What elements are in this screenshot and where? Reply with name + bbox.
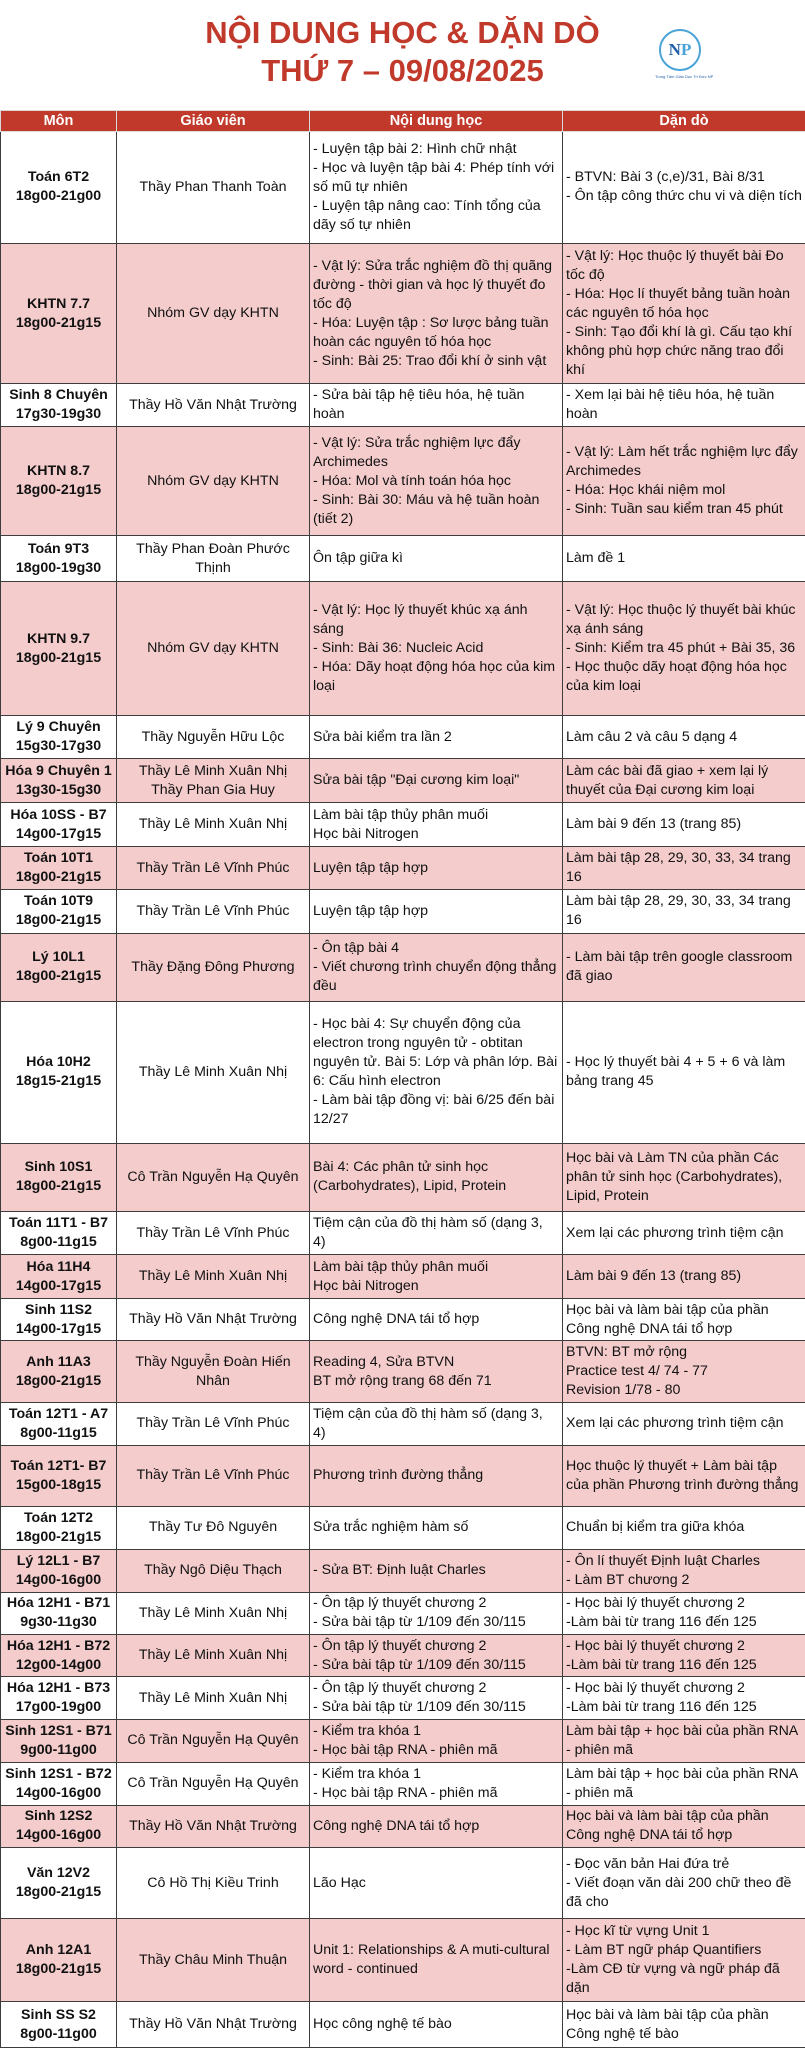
cell-subject	[1, 758, 117, 802]
subject-time: 14g00-17g15	[15, 825, 102, 842]
cell-content: Phương trình đường thẳng	[310, 1445, 563, 1506]
subject-name: Toán 11T1 - B7	[8, 1215, 109, 1232]
subject-time: 14g00-17g15	[15, 1277, 102, 1294]
subject-name: Hóa 10H2	[26, 1054, 91, 1071]
cell-content: Công nghệ DNA tái tổ hợp	[310, 1298, 563, 1340]
cell-content: Luyện tập tập hợp	[310, 846, 563, 889]
cell-teacher: Thầy Trần Lê Vĩnh Phúc	[117, 1211, 310, 1254]
cell-homework: - Học bài lý thuyết chương 2 -Làm bài từ trang 116 đến 125	[563, 1634, 805, 1676]
table-row	[1, 1592, 805, 1634]
cell-homework: Làm câu 2 và câu 5 dạng 4	[563, 716, 805, 758]
cell-teacher: Thầy Lê Minh Xuân Nhị	[117, 1592, 310, 1634]
table-row	[1, 1211, 805, 1254]
cell-homework: Học thuộc lý thuyết + Làm bài tập của phần Phương trình đường thẳng	[563, 1445, 805, 1506]
cell-teacher: Thầy Tư Đô Nguyên	[117, 1506, 310, 1549]
subject-time: 14g00-16g00	[15, 1827, 102, 1844]
cell-content: - Sửa bài tập hệ tiêu hóa, hệ tuần hoàn	[310, 384, 563, 426]
subject-time: 15g30-17g30	[15, 738, 102, 755]
cell-subject	[1, 1763, 117, 1805]
cell-content: - Kiểm tra khóa 1 - Học bài tập RNA - phiên mã	[310, 1763, 563, 1805]
cell-teacher: Thầy Ngô Diệu Thạch	[117, 1550, 310, 1592]
cell-teacher: Nhóm GV dạy KHTN	[117, 243, 310, 384]
subject-time: 18g00-21g15	[15, 1528, 102, 1545]
cell-content: - Vật lý: Học lý thuyết khúc xạ ánh sáng - Sinh: Bài 36: Nucleic Acid - Hóa: Dãy hoạt động hóa học của kim loại	[310, 581, 563, 715]
subject-time: 14g00-16g00	[15, 1571, 102, 1588]
cell-homework: Làm các bài đã giao + xem lại lý thuyết của Đại cương kim loại	[563, 758, 805, 802]
cell-teacher: Nhóm GV dạy KHTN	[117, 426, 310, 536]
column-header-homework: Dặn dò	[563, 111, 805, 132]
cell-content: Công nghệ DNA tái tổ hợp	[310, 1805, 563, 1847]
cell-teacher: Thầy Hồ Văn Nhật Trường	[117, 1298, 310, 1340]
cell-teacher: Cô Trần Nguyễn Hạ Quyên	[117, 1763, 310, 1805]
subject-name: Văn 12V2	[26, 1865, 91, 1882]
subject-name: Toán 10T1	[23, 850, 94, 867]
subject-name: KHTN 7.7	[26, 295, 91, 312]
cell-teacher: Cô Trần Nguyễn Hạ Quyên	[117, 1143, 310, 1211]
cell-content: - Vật lý: Sửa trắc nghiệm đồ thị quãng đường - thời gian và học lý thuyết đo tốc độ - Hóa: Luyện tập : Sơ lược bảng tuần hoàn các nguyên tố hóa học - Sinh: Bài 25: Trao đổi khí ở sinh vật	[310, 243, 563, 384]
cell-subject	[1, 1403, 117, 1445]
cell-content: - Ôn tập bài 4 - Viết chương trình chuyển động thẳng đều	[310, 933, 563, 1001]
subject-time: 9g00-11g00	[20, 1741, 97, 1758]
cell-teacher: Thầy Phan Đoàn Phước Thịnh	[117, 536, 310, 582]
logo-subtitle: Trung Tâm Giáo Dục Trí Đức NP	[655, 74, 714, 79]
subject-name: Lý 9 Chuyên	[16, 719, 101, 736]
cell-homework: - Học kĩ từ vựng Unit 1 - Làm BT ngữ pháp Quantifiers -Làm CĐ từ vựng và ngữ pháp đã dặn	[563, 1919, 805, 2002]
table-row	[1, 1805, 805, 1847]
cell-teacher: Thầy Hồ Văn Nhật Trường	[117, 2002, 310, 2048]
table-row	[1, 1341, 805, 1403]
subject-name: Lý 10L1	[32, 949, 85, 966]
cell-subject	[1, 1445, 117, 1506]
table-row	[1, 803, 805, 846]
cell-content: Bài 4: Các phân tử sinh học (Carbohydrates), Lipid, Protein	[310, 1143, 563, 1211]
subject-time: 17g30-19g30	[15, 406, 102, 423]
cell-teacher: Cô Hồ Thị Kiều Trinh	[117, 1848, 310, 1919]
subject-name: Toán 10T9	[23, 893, 94, 910]
cell-content: - Sửa BT: Định luật Charles	[310, 1550, 563, 1592]
subject-name: Sinh 11S2	[24, 1301, 93, 1318]
cell-homework: - Xem lại bài hệ tiêu hóa, hệ tuần hoàn	[563, 384, 805, 426]
table-row	[1, 1143, 805, 1211]
cell-subject	[1, 1298, 117, 1340]
cell-homework: - BTVN: Bài 3 (c,e)/31, Bài 8/31 - Ôn tập công thức chu vi và diện tích	[563, 132, 805, 244]
cell-homework: - Vật lý: Làm hết trắc nghiệm lực đẩy Archimedes - Hóa: Học khái niệm mol - Sinh: Tuần sau kiểm tran 45 phút	[563, 426, 805, 536]
subject-name: Sinh 12S2	[24, 1808, 93, 1825]
cell-subject	[1, 1592, 117, 1634]
cell-homework: - Làm bài tập trên google classroom đã giao	[563, 933, 805, 1001]
cell-homework: - Đọc văn bản Hai đứa trẻ - Viết đoạn văn dài 200 chữ theo đề đã cho	[563, 1848, 805, 1919]
table-row	[1, 1506, 805, 1549]
subject-time: 18g00-21g00	[15, 188, 102, 205]
table-header-row	[1, 111, 805, 132]
subject-time: 14g00-17g15	[15, 1320, 102, 1337]
title-line-1: NỘI DUNG HỌC & DẶN DÒ	[205, 15, 600, 50]
cell-teacher: Thầy Châu Minh Thuận	[117, 1919, 310, 2002]
subject-time: 12g00-14g00	[15, 1656, 102, 1673]
cell-subject	[1, 1677, 117, 1719]
cell-homework: Làm bài 9 đến 13 (trang 85)	[563, 1255, 805, 1298]
subject-name: Sinh 10S1	[24, 1159, 93, 1176]
subject-time: 18g00-21g15	[15, 1961, 102, 1978]
column-header-content: Nội dung học	[310, 111, 563, 132]
cell-teacher: Nhóm GV dạy KHTN	[117, 581, 310, 715]
subject-name: Hóa 12H1 - B73	[6, 1680, 111, 1697]
cell-homework: Chuẩn bị kiểm tra giữa khóa	[563, 1506, 805, 1549]
cell-subject	[1, 581, 117, 715]
subject-name: Sinh SS S2	[21, 2006, 96, 2023]
subject-name: Toán 6T2	[27, 169, 90, 186]
cell-subject	[1, 243, 117, 384]
cell-subject	[1, 1506, 117, 1549]
cell-subject	[1, 803, 117, 846]
subject-name: Sinh 8 Chuyên	[9, 387, 108, 404]
subject-time: 18g00-19g30	[15, 559, 102, 576]
cell-content: - Học bài 4: Sự chuyển động của electron trong nguyên tử - obtitan nguyên tử. Bài 5: Lớp và phân lớp. Bài 6: Cấu hình electron - Làm bài tập đồng vị: bài 6/25 đến bài 12/27	[310, 1001, 563, 1143]
np-logo	[655, 29, 714, 85]
table-row	[1, 384, 805, 426]
table-row	[1, 426, 805, 536]
cell-homework: - Vật lý: Học thuộc lý thuyết bài khúc xạ ánh sáng - Sinh: Kiểm tra 45 phút + Bài 35, 36 - Học thuộc dãy hoạt động hóa học của kim loại	[563, 581, 805, 715]
cell-subject	[1, 1634, 117, 1676]
table-row	[1, 716, 805, 758]
subject-time: 8g00-11g15	[20, 1234, 97, 1251]
subject-time: 18g00-21g15	[15, 1178, 102, 1195]
cell-homework: - Ôn lí thuyết Định luật Charles - Làm BT chương 2	[563, 1550, 805, 1592]
cell-homework: Làm bài tập + học bài của phần RNA - phiên mã	[563, 1763, 805, 1805]
cell-content: - Luyện tập bài 2: Hình chữ nhật - Học và luyện tập bài 4: Phép tính với số mũ tự nhiên - Luyện tập nâng cao: Tính tổng của dãy số tự nhiên	[310, 132, 563, 244]
subject-name: Anh 12A1	[25, 1942, 92, 1959]
table-row	[1, 243, 805, 384]
subject-name: Anh 11A3	[26, 1353, 91, 1370]
subject-name: Sinh 12S1 - B72	[5, 1765, 112, 1782]
subject-time: 9g30-11g30	[20, 1614, 97, 1631]
cell-content: Reading 4, Sửa BTVN BT mở rộng trang 68 đến 71	[310, 1341, 563, 1403]
cell-homework: Làm bài tập + học bài của phần RNA - phiên mã	[563, 1719, 805, 1762]
subject-time: 18g00-21g15	[15, 1884, 102, 1901]
schedule-table	[0, 110, 805, 2048]
cell-content: - Ôn tập lý thuyết chương 2 - Sửa bài tập từ 1/109 đến 30/115	[310, 1677, 563, 1719]
table-row	[1, 2002, 805, 2048]
logo-icon	[659, 29, 701, 71]
cell-homework: - Học bài lý thuyết chương 2 -Làm bài từ trang 116 đến 125	[563, 1677, 805, 1719]
table-row	[1, 1403, 805, 1445]
cell-content: Tiệm cận của đồ thị hàm số (dạng 3, 4)	[310, 1211, 563, 1254]
table-row	[1, 1001, 805, 1143]
table-row	[1, 758, 805, 802]
cell-subject	[1, 1143, 117, 1211]
cell-homework: - Vật lý: Học thuộc lý thuyết bài Đo tốc độ - Hóa: Học lí thuyết bảng tuần hoàn các nguyên tố hóa học - Sinh: Tạo đổi khí là gì. Cấu tạo khí không phù hợp chức năng trao đổi khí	[563, 243, 805, 384]
subject-time: 18g15-21g15	[15, 1073, 102, 1090]
cell-content: - Kiểm tra khóa 1 - Học bài tập RNA - phiên mã	[310, 1719, 563, 1762]
subject-time: 18g00-21g15	[15, 649, 102, 666]
subject-name: Hóa 12H1 - B71	[6, 1595, 111, 1612]
table-row	[1, 536, 805, 582]
cell-subject	[1, 1255, 117, 1298]
cell-teacher: Thầy Lê Minh Xuân Nhị	[117, 1634, 310, 1676]
cell-content: Làm bài tập thủy phân muối Học bài Nitrogen	[310, 803, 563, 846]
table-row	[1, 1634, 805, 1676]
cell-teacher: Thầy Lê Minh Xuân Nhị	[117, 803, 310, 846]
subject-name: Sinh 12S1 - B71	[5, 1722, 112, 1739]
cell-teacher: Thầy Hồ Văn Nhật Trường	[117, 384, 310, 426]
subject-name: Hóa 11H4	[26, 1258, 91, 1275]
cell-teacher: Thầy Hồ Văn Nhật Trường	[117, 1805, 310, 1847]
subject-time: 14g00-16g00	[15, 1784, 102, 1801]
cell-teacher: Thầy Lê Minh Xuân Nhị Thầy Phan Gia Huy	[117, 758, 310, 802]
subject-name: Lý 12L1 - B7	[16, 1552, 101, 1569]
subject-time: 18g00-21g15	[15, 869, 102, 886]
subject-time: 18g00-21g15	[15, 482, 102, 499]
cell-teacher: Thầy Trần Lê Vĩnh Phúc	[117, 846, 310, 889]
cell-teacher: Cô Trần Nguyễn Hạ Quyên	[117, 1719, 310, 1762]
cell-teacher: Thầy Lê Minh Xuân Nhị	[117, 1001, 310, 1143]
cell-subject	[1, 933, 117, 1001]
cell-subject	[1, 384, 117, 426]
cell-subject	[1, 1805, 117, 1847]
cell-teacher: Thầy Trần Lê Vĩnh Phúc	[117, 1403, 310, 1445]
cell-homework: - Học bài lý thuyết chương 2 -Làm bài từ trang 116 đến 125	[563, 1592, 805, 1634]
subject-time: 13g30-15g30	[15, 781, 102, 798]
subject-time: 18g00-21g15	[15, 1372, 102, 1389]
cell-subject	[1, 1550, 117, 1592]
cell-content: Sửa bài tập "Đại cương kim loại"	[310, 758, 563, 802]
table-row	[1, 846, 805, 889]
logo-monogram: NP	[668, 40, 692, 59]
cell-homework: Làm bài tập 28, 29, 30, 33, 34 trang 16	[563, 846, 805, 889]
cell-teacher: Thầy Đặng Đông Phương	[117, 933, 310, 1001]
cell-teacher: Thầy Lê Minh Xuân Nhị	[117, 1677, 310, 1719]
cell-teacher: Thầy Trần Lê Vĩnh Phúc	[117, 890, 310, 933]
cell-homework: BTVN: BT mở rộng Practice test 4/ 74 - 77 Revision 1/78 - 80	[563, 1341, 805, 1403]
cell-content: Ôn tập giữa kì	[310, 536, 563, 582]
cell-homework: Học bài và làm bài tập của phần Công nghệ DNA tái tổ hợp	[563, 1805, 805, 1847]
cell-content: - Ôn tập lý thuyết chương 2 - Sửa bài tập từ 1/109 đến 30/115	[310, 1634, 563, 1676]
table-row	[1, 581, 805, 715]
cell-teacher: Thầy Lê Minh Xuân Nhị	[117, 1255, 310, 1298]
subject-time: 18g00-21g15	[15, 912, 102, 929]
cell-content: Sửa trắc nghiệm hàm số	[310, 1506, 563, 1549]
subject-time: 18g00-21g15	[15, 314, 102, 331]
cell-subject	[1, 536, 117, 582]
cell-teacher: Thầy Trần Lê Vĩnh Phúc	[117, 1445, 310, 1506]
cell-content: - Ôn tập lý thuyết chương 2 - Sửa bài tập từ 1/109 đến 30/115	[310, 1592, 563, 1634]
cell-teacher: Thầy Phan Thanh Toàn	[117, 132, 310, 244]
subject-name: Toán 9T3	[27, 540, 90, 557]
cell-homework: Học bài và làm bài tập của phần Công nghệ DNA tái tổ hợp	[563, 1298, 805, 1340]
table-row	[1, 890, 805, 933]
subject-time: 8g00-11g00	[20, 2025, 97, 2042]
table-row	[1, 1677, 805, 1719]
table-row	[1, 1763, 805, 1805]
cell-subject	[1, 716, 117, 758]
table-row	[1, 1255, 805, 1298]
cell-content: Luyện tập tập hợp	[310, 890, 563, 933]
cell-subject	[1, 890, 117, 933]
column-header-subject: Môn	[1, 111, 117, 132]
cell-teacher: Thầy Nguyễn Đoàn Hiến Nhân	[117, 1341, 310, 1403]
cell-subject	[1, 1341, 117, 1403]
table-row	[1, 1919, 805, 2002]
table-row	[1, 1550, 805, 1592]
table-row	[1, 1298, 805, 1340]
subject-name: KHTN 8.7	[26, 463, 91, 480]
table-row	[1, 1445, 805, 1506]
subject-name: Hóa 9 Chuyên 1	[5, 762, 112, 779]
subject-time: 18g00-21g15	[15, 968, 102, 985]
subject-time: 17g00-19g00	[15, 1699, 102, 1716]
cell-subject	[1, 1001, 117, 1143]
cell-content: Làm bài tập thủy phân muối Học bài Nitrogen	[310, 1255, 563, 1298]
subject-time: 8g00-11g15	[20, 1424, 97, 1441]
cell-subject	[1, 132, 117, 244]
cell-homework: Học bài và Làm TN của phần Các phân tử sinh học (Carbohydrates), Lipid, Protein	[563, 1143, 805, 1211]
cell-homework: - Học lý thuyết bài 4 + 5 + 6 và làm bảng trang 45	[563, 1001, 805, 1143]
cell-content: Học công nghệ tế bào	[310, 2002, 563, 2048]
cell-subject	[1, 2002, 117, 2048]
cell-homework: Làm bài 9 đến 13 (trang 85)	[563, 803, 805, 846]
cell-homework: Học bài và làm bài tập của phần Công nghệ tế bào	[563, 2002, 805, 2048]
cell-homework: Làm bài tập 28, 29, 30, 33, 34 trang 16	[563, 890, 805, 933]
cell-content: Tiệm cận của đồ thị hàm số (dạng 3, 4)	[310, 1403, 563, 1445]
subject-name: Toán 12T1 - A7	[8, 1405, 109, 1422]
subject-name: Hóa 12H1 - B72	[6, 1637, 111, 1654]
subject-name: KHTN 9.7	[26, 630, 91, 647]
table-row	[1, 132, 805, 244]
title-line-2: THỨ 7 – 09/08/2025	[261, 53, 544, 88]
cell-content: Unit 1: Relationships & A muti-cultural word - continued	[310, 1919, 563, 2002]
cell-homework: Xem lại các phương trình tiệm cận	[563, 1211, 805, 1254]
table-row	[1, 1719, 805, 1762]
cell-subject	[1, 846, 117, 889]
cell-subject	[1, 1919, 117, 2002]
cell-subject	[1, 426, 117, 536]
subject-name: Toán 12T2	[23, 1509, 94, 1526]
cell-subject	[1, 1719, 117, 1762]
subject-name: Toán 12T1- B7	[10, 1457, 107, 1474]
cell-subject	[1, 1211, 117, 1254]
table-row	[1, 1848, 805, 1919]
cell-subject	[1, 1848, 117, 1919]
table-row	[1, 933, 805, 1001]
cell-teacher: Thầy Nguyễn Hữu Lộc	[117, 716, 310, 758]
subject-name: Hóa 10SS - B7	[10, 806, 107, 823]
page-header	[0, 0, 805, 110]
cell-content: Lão Hạc	[310, 1848, 563, 1919]
cell-homework: Làm đề 1	[563, 536, 805, 582]
cell-content: - Vật lý: Sửa trắc nghiệm lực đẩy Archimedes - Hóa: Mol và tính toán hóa học - Sinh: Bài 30: Máu và hệ tuần hoàn (tiết 2)	[310, 426, 563, 536]
cell-homework: Xem lại các phương trình tiệm cận	[563, 1403, 805, 1445]
subject-time: 15g00-18g15	[15, 1476, 102, 1493]
cell-content: Sửa bài kiểm tra lần 2	[310, 716, 563, 758]
column-header-teacher: Giáo viên	[117, 111, 310, 132]
